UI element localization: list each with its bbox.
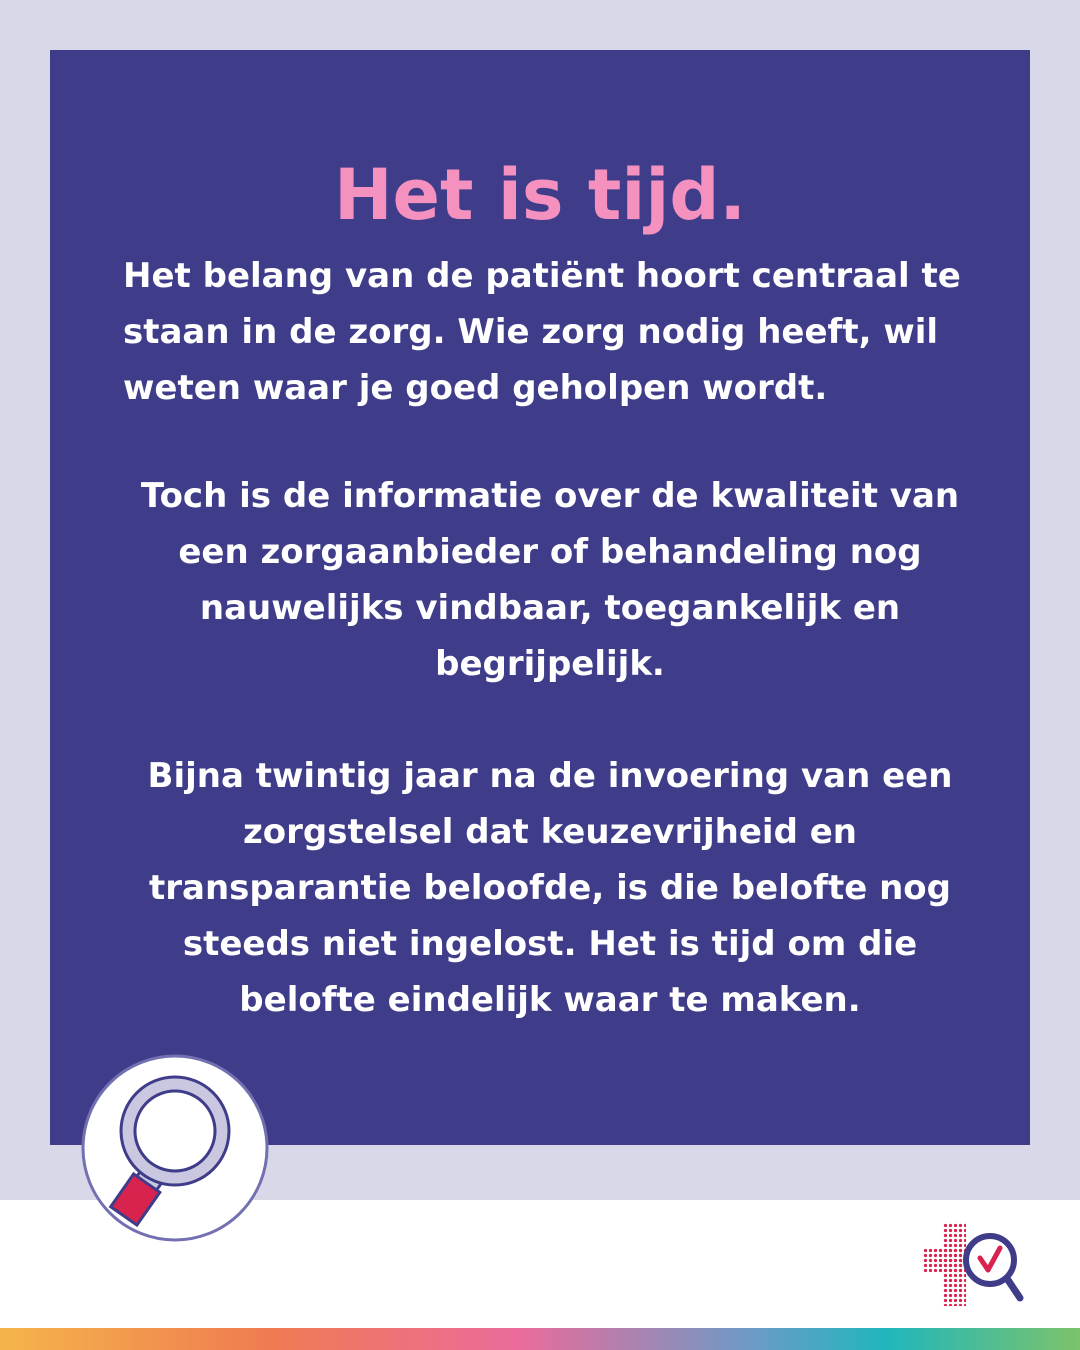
cross-magnifier-checkmark-logo xyxy=(918,1218,1028,1308)
paragraph-quality-information: Toch is de informatie over de kwaliteit van een zorgaanbieder of behandeling nog nauwelijks vindbaar, toegankelijk en begrijpelijk. xyxy=(140,476,960,684)
content-card xyxy=(50,50,1030,1145)
paragraph-promise: Bijna twintig jaar na de invoering van een zorgstelsel dat keuzevrijheid en transparantie beloofde, is die belofte nog steeds niet ingelost. Het is tijd om die belofte eindelijk waar te maken. xyxy=(147,756,953,1020)
magnifying-glass-icon xyxy=(80,1053,270,1243)
page-title: Het is tijd. xyxy=(333,154,747,236)
gradient-bar xyxy=(0,1328,1080,1350)
paragraph-patient-interest: Het belang van de patiënt hoort centraal te staan in de zorg. Wie zorg nodig heeft, wil weten waar je goed geholpen wordt. xyxy=(123,256,961,408)
